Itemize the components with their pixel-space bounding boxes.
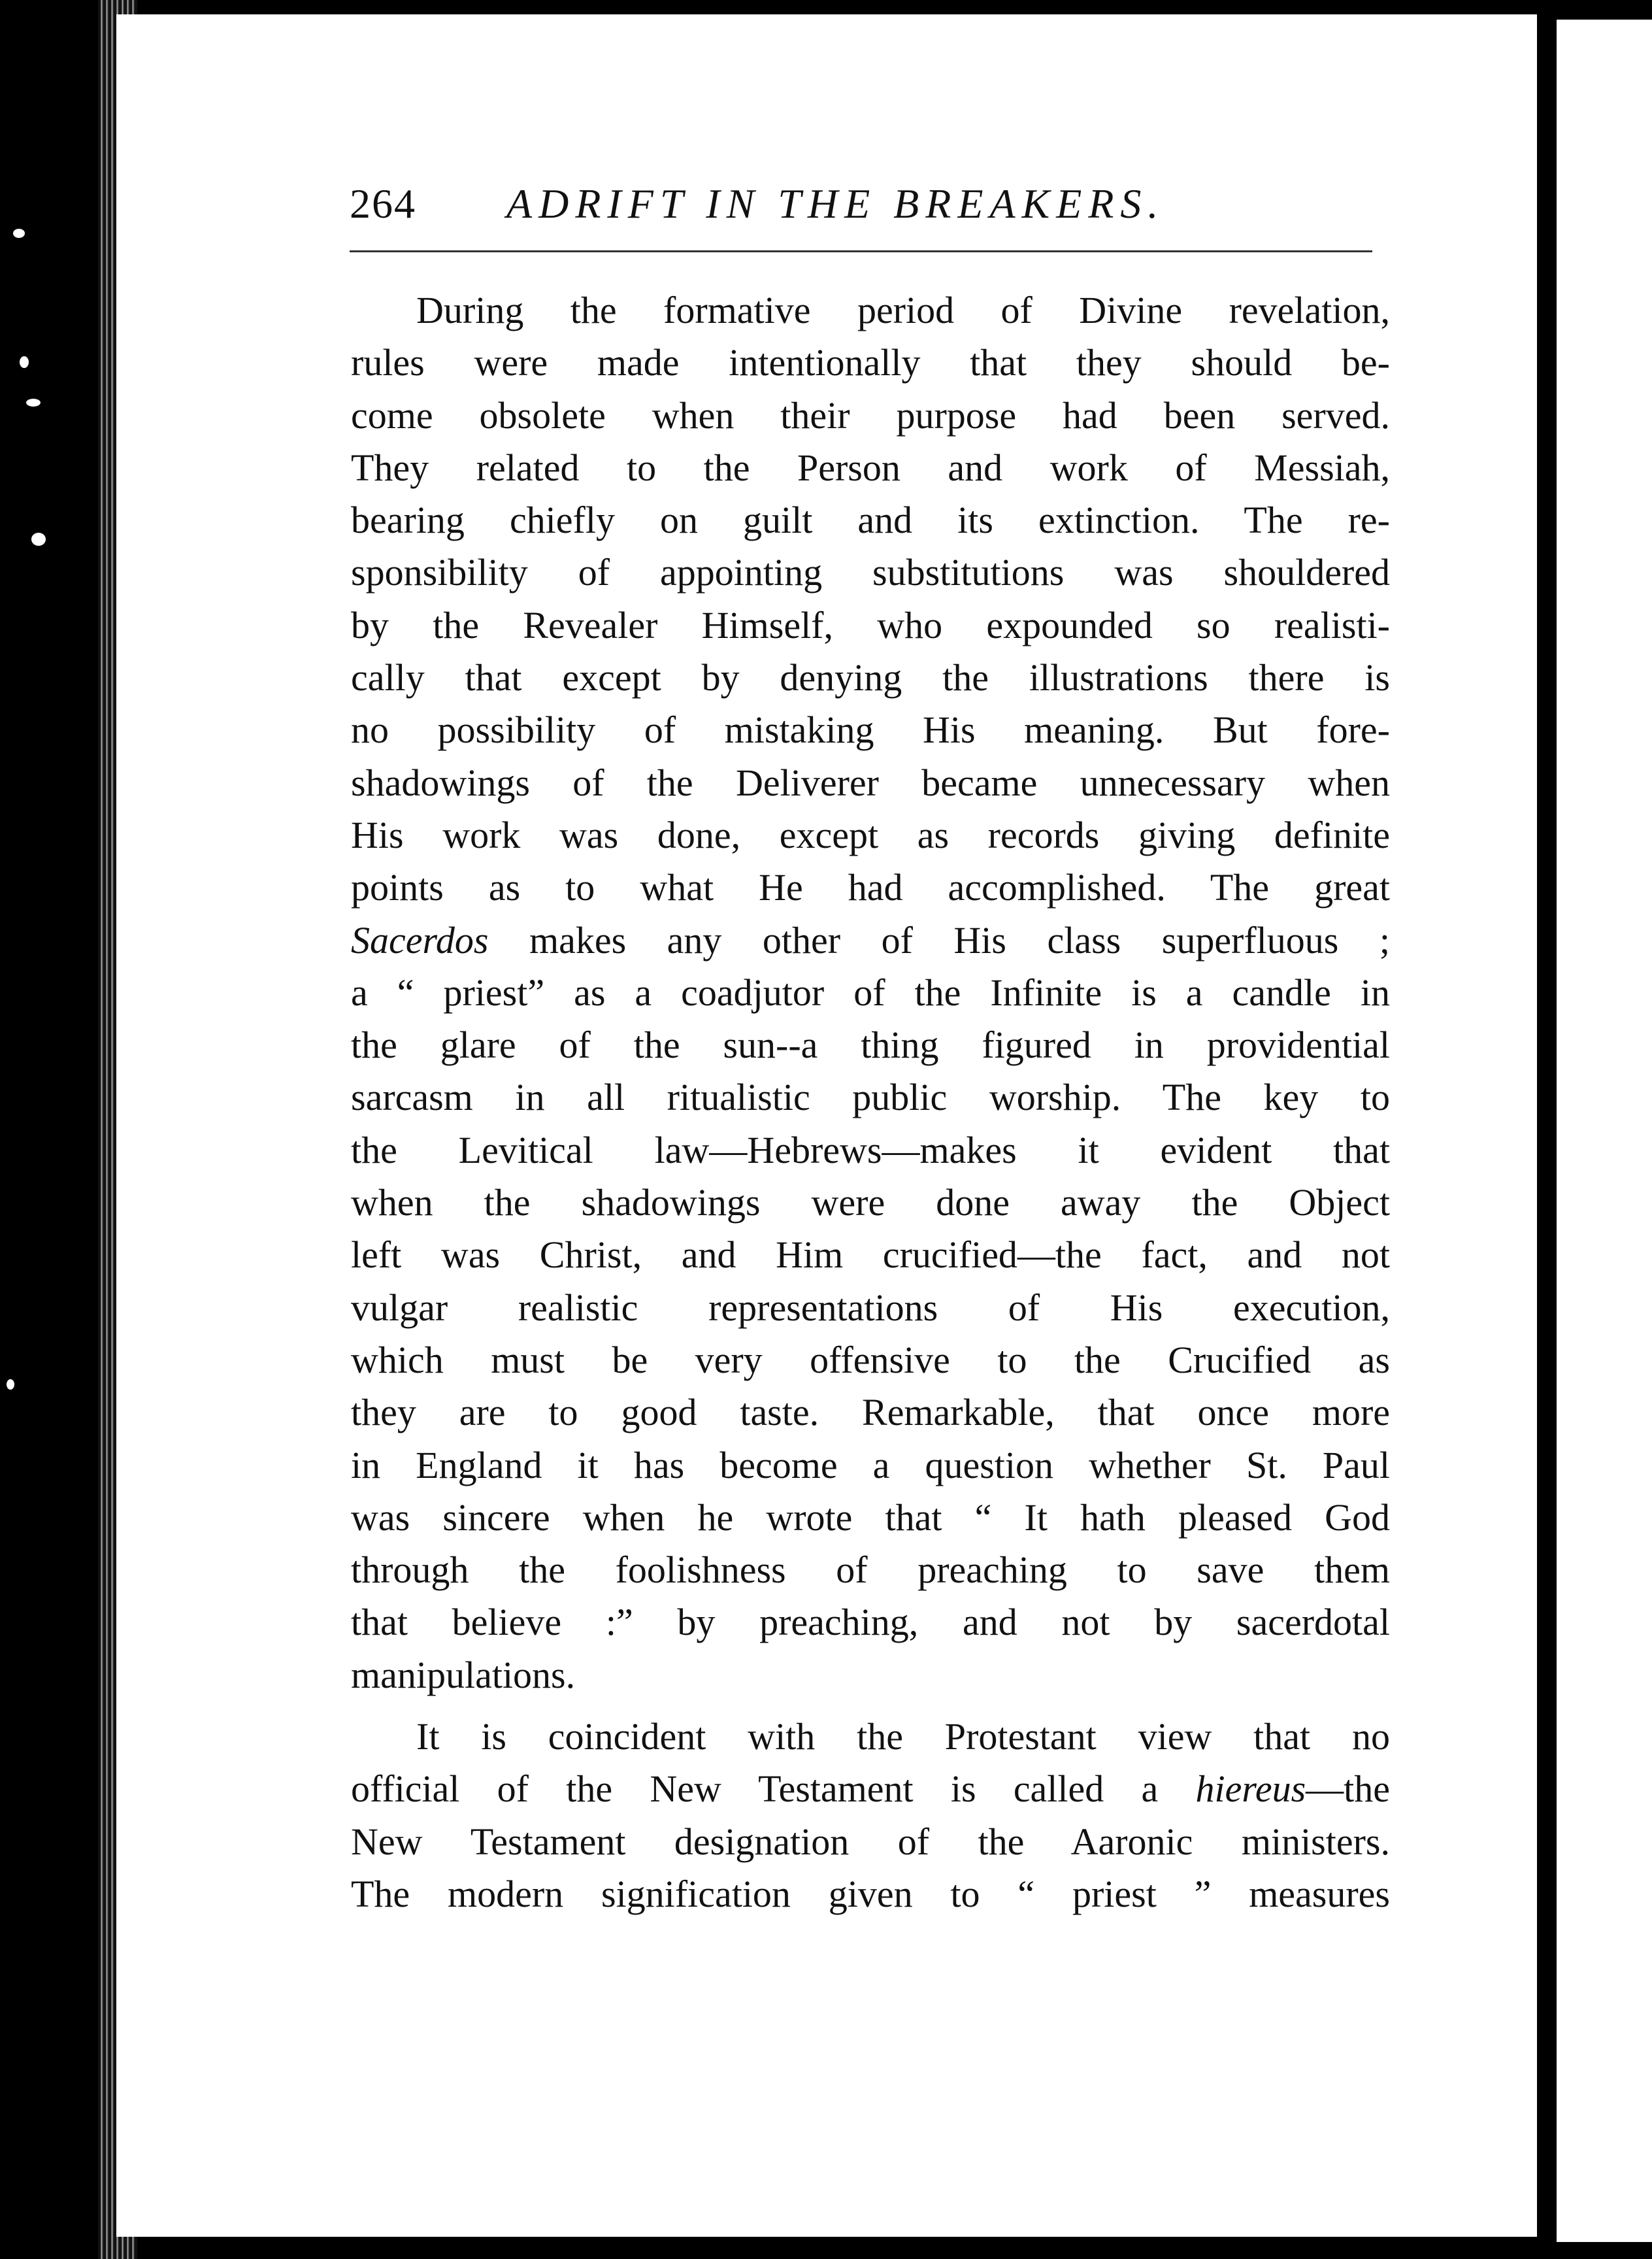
text-line: It is coincident with the Protestant view that no [416, 1715, 1390, 1758]
italic-term: Sacerdos [351, 918, 489, 962]
italic-term: hiereus [1195, 1767, 1306, 1811]
text-line: cally that except by denying the illustrations there is [351, 656, 1390, 699]
scan-speck [26, 399, 41, 407]
text-line: The modern signification given to “ priest ” measures [351, 1872, 1390, 1915]
text-line: left was Christ, and Him crucified—the fact, and not [351, 1233, 1390, 1277]
text-line: the glare of the sun--a thing figured in providential [351, 1024, 1390, 1067]
running-title: ADRIFT IN THE BREAKERS. [506, 180, 1165, 227]
text-line-hiereus [351, 1763, 1390, 1815]
text-span: —the [1306, 1767, 1390, 1811]
text-line: by the Revealer Himself, who expounded so realisti- [351, 603, 1390, 646]
text-line: that believe :” by preaching, and not by sacerdotal [351, 1601, 1390, 1644]
scan-speck [20, 356, 29, 368]
paragraph-1 [351, 284, 1390, 1701]
right-gutter [1537, 0, 1557, 2259]
header-rule [350, 250, 1372, 252]
text-line: the Levitical law—Hebrews—makes it evident that [351, 1128, 1390, 1171]
text-line: come obsolete when their purpose had been served. [351, 393, 1390, 437]
text-line: During the formative period of Divine revelation, [416, 289, 1390, 331]
left-binding-edge [0, 0, 114, 2259]
text-span: makes any other of His class superfluous ; [488, 918, 1390, 962]
text-line: They related to the Person and work of Messiah, [351, 446, 1390, 489]
facing-page-edge [1557, 20, 1652, 2242]
text-line: rules were made intentionally that they should be- [351, 341, 1390, 384]
text-line: a “ priest” as a coadjutor of the Infinite is a candle in [351, 971, 1390, 1014]
text-line: when the shadowings were done away the Object [351, 1181, 1390, 1224]
text-span: official of the New Testament is called a [351, 1767, 1196, 1811]
page-header [350, 167, 1369, 239]
paragraph-2 [351, 1711, 1390, 1920]
text-line: they are to good taste. Remarkable, that once more [351, 1391, 1390, 1434]
text-line: manipulations. [351, 1653, 576, 1696]
text-line: New Testament designation of the Aaronic ministers. [351, 1820, 1390, 1863]
text-line: through the foolishness of preaching to save them [351, 1548, 1390, 1592]
text-line: sponsibility of appointing substitutions was shouldered [351, 551, 1390, 594]
body-text [351, 284, 1390, 1920]
text-line: points as to what He had accomplished. The great [351, 866, 1390, 909]
text-line: no possibility of mistaking His meaning. But fore- [351, 709, 1390, 752]
text-line: in England it has become a question whether St. Paul [351, 1443, 1390, 1486]
paragraph-gap [351, 1701, 1390, 1711]
text-line: which must be very offensive to the Crucified as [351, 1338, 1390, 1381]
text-line: His work was done, except as records giving definite [351, 813, 1390, 856]
text-line: vulgar realistic representations of His execution, [351, 1286, 1390, 1329]
scan-speck [31, 533, 46, 546]
scan-speck [13, 229, 25, 238]
text-line: bearing chiefly on guilt and its extinction. The re- [351, 499, 1390, 542]
page-number: 264 [350, 180, 416, 227]
text-line: sarcasm in all ritualistic public worship. The key to [351, 1076, 1390, 1119]
text-line-sacerdos [351, 914, 1390, 967]
text-line: shadowings of the Deliverer became unnecessary when [351, 761, 1390, 804]
scan-speck [7, 1379, 14, 1390]
text-line: was sincere when he wrote that “ It hath pleased God [351, 1496, 1390, 1539]
